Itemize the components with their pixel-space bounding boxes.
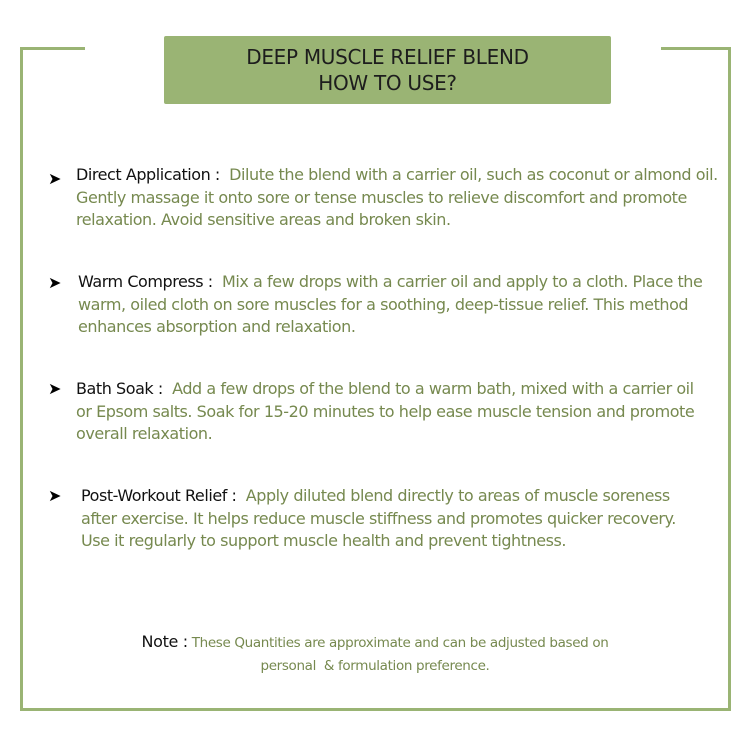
item-text: Dilute the blend with a carrier oil, such as coconut or almond oil. Gently massage it onto sore or tense muscles to relieve discomfort and promote relaxation. Avoid sensitive areas and broken skin. bbox=[76, 165, 718, 229]
item-label: Bath Soak : bbox=[76, 379, 163, 398]
list-item-direct-application bbox=[76, 164, 728, 232]
item-text: Add a few drops of the blend to a warm bath, mixed with a carrier oil or Epsom salts. Soak for 15-20 minutes to help ease muscle tension and promote overall relaxation. bbox=[76, 379, 695, 443]
item-label: Warm Compress : bbox=[78, 272, 213, 291]
frame-right bbox=[728, 47, 731, 711]
arrow-bullet-icon: ➤ bbox=[48, 273, 62, 292]
arrow-bullet-icon: ➤ bbox=[48, 486, 62, 505]
item-text: Mix a few drops with a carrier oil and apply to a cloth. Place the warm, oiled cloth on sore muscles for a soothing, deep-tissue relief. This method enhances absorption and relaxation. bbox=[78, 272, 703, 336]
title-line-2: HOW TO USE? bbox=[318, 71, 457, 95]
list-item-post-workout-relief bbox=[81, 485, 703, 553]
list-item-warm-compress bbox=[78, 271, 708, 339]
item-label: Post-Workout Relief : bbox=[81, 486, 237, 505]
item-label: Direct Application : bbox=[76, 165, 220, 184]
arrow-bullet-icon: ➤ bbox=[48, 379, 62, 398]
list-item-bath-soak bbox=[76, 378, 706, 446]
note bbox=[60, 630, 690, 678]
title-line-1: DEEP MUSCLE RELIEF BLEND bbox=[246, 45, 529, 69]
item-text: Apply diluted blend directly to areas of muscle soreness after exercise. It helps reduce muscle stiffness and promotes quicker recovery. Use it regularly to support muscle health and prevent tightness. bbox=[81, 486, 676, 550]
frame-bottom bbox=[20, 708, 731, 711]
note-text-line-2: personal & formulation preference. bbox=[260, 658, 490, 674]
frame-top-right bbox=[661, 47, 731, 50]
frame-left bbox=[20, 47, 23, 711]
arrow-bullet-icon: ➤ bbox=[48, 169, 62, 188]
note-label: Note : bbox=[141, 632, 188, 651]
frame-top-left bbox=[20, 47, 85, 50]
note-text-line-1: These Quantities are approximate and can be adjusted based on bbox=[191, 635, 609, 651]
title-banner bbox=[164, 36, 611, 104]
